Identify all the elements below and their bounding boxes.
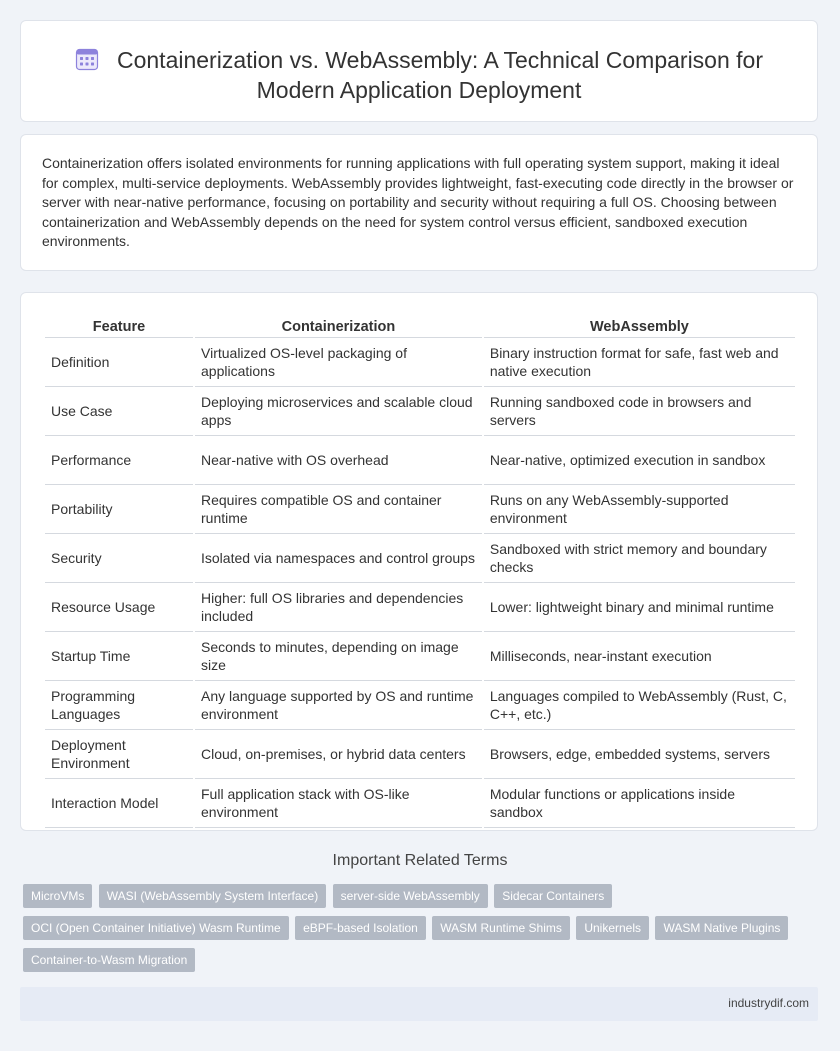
table-row xyxy=(45,681,795,730)
table-row xyxy=(45,534,795,583)
feature-cell: Portability xyxy=(45,485,193,534)
webassembly-cell: Lower: lightweight binary and minimal runtime xyxy=(484,583,795,632)
table-row xyxy=(45,730,795,779)
webassembly-cell: Sandboxed with strict memory and boundary checks xyxy=(484,534,795,583)
related-term-tag[interactable]: WASM Runtime Shims xyxy=(432,916,570,940)
table-header-row xyxy=(45,315,795,338)
feature-cell: Performance xyxy=(45,436,193,485)
containerization-cell: Isolated via namespaces and control groups xyxy=(195,534,482,583)
related-terms-tags xyxy=(23,884,813,980)
table-row xyxy=(45,387,795,436)
feature-cell: Interaction Model xyxy=(45,779,193,828)
page-title: Containerization vs. WebAssembly: A Technical Comparison for Modern Application Deployment xyxy=(116,47,763,103)
feature-cell: Programming Languages xyxy=(45,681,193,730)
webassembly-cell: Binary instruction format for safe, fast web and native execution xyxy=(484,338,795,387)
containerization-cell: Deploying microservices and scalable cloud apps xyxy=(195,387,482,436)
table-row xyxy=(45,632,795,681)
feature-cell: Definition xyxy=(45,338,193,387)
intro-card xyxy=(20,134,818,271)
feature-cell: Deployment Environment xyxy=(45,730,193,779)
containerization-cell: Requires compatible OS and container runtime xyxy=(195,485,482,534)
page-title-wrap xyxy=(21,45,817,105)
header-containerization: Containerization xyxy=(195,315,482,338)
webassembly-cell: Runs on any WebAssembly-supported environment xyxy=(484,485,795,534)
webassembly-cell: Running sandboxed code in browsers and servers xyxy=(484,387,795,436)
header-feature: Feature xyxy=(45,315,193,338)
related-term-tag[interactable]: eBPF-based Isolation xyxy=(295,916,426,940)
webassembly-cell: Modular functions or applications inside sandbox xyxy=(484,779,795,828)
comparison-table xyxy=(43,315,797,828)
related-term-tag[interactable]: MicroVMs xyxy=(23,884,92,908)
related-term-tag[interactable]: WASI (WebAssembly System Interface) xyxy=(99,884,326,908)
table-row xyxy=(45,485,795,534)
table-row xyxy=(45,436,795,485)
containerization-cell: Cloud, on-premises, or hybrid data centers xyxy=(195,730,482,779)
containerization-cell: Near-native with OS overhead xyxy=(195,436,482,485)
header-webassembly: WebAssembly xyxy=(484,315,795,338)
related-term-tag[interactable]: OCI (Open Container Initiative) Wasm Runtime xyxy=(23,916,289,940)
title-card xyxy=(20,20,818,122)
table-row xyxy=(45,779,795,828)
related-term-tag[interactable]: server-side WebAssembly xyxy=(333,884,488,908)
footer-site-link[interactable]: industrydif.com xyxy=(728,996,809,1010)
table-row xyxy=(45,338,795,387)
related-term-tag[interactable]: Unikernels xyxy=(576,916,649,940)
related-term-tag[interactable]: Sidecar Containers xyxy=(494,884,612,908)
containerization-cell: Full application stack with OS-like environment xyxy=(195,779,482,828)
intro-paragraph: Containerization offers isolated environments for running applications with full operating system support, making it ideal for complex, multi-service deployments. WebAssembly provides lightweight, fast-executing code directly in the browser or server with near-native performance, focusing on portability and security without requiring a full OS. Choosing between containerization and WebAssembly depends on the need for system control versus efficient, sandboxed execution environments. xyxy=(42,155,794,249)
containerization-cell: Higher: full OS libraries and dependencies included xyxy=(195,583,482,632)
webassembly-cell: Languages compiled to WebAssembly (Rust, C, C++, etc.) xyxy=(484,681,795,730)
footer-bar xyxy=(20,987,818,1021)
related-term-tag[interactable]: Container-to-Wasm Migration xyxy=(23,948,195,972)
table-row xyxy=(45,583,795,632)
containerization-cell: Any language supported by OS and runtime environment xyxy=(195,681,482,730)
feature-cell: Resource Usage xyxy=(45,583,193,632)
containerization-cell: Seconds to minutes, depending on image size xyxy=(195,632,482,681)
related-terms-heading: Important Related Terms xyxy=(332,852,508,869)
webassembly-cell: Milliseconds, near-instant execution xyxy=(484,632,795,681)
feature-cell: Startup Time xyxy=(45,632,193,681)
feature-cell: Use Case xyxy=(45,387,193,436)
containerization-cell: Virtualized OS-level packaging of applications xyxy=(195,338,482,387)
calendar-grid-icon xyxy=(75,47,99,71)
webassembly-cell: Browsers, edge, embedded systems, servers xyxy=(484,730,795,779)
related-term-tag[interactable]: WASM Native Plugins xyxy=(655,916,788,940)
webassembly-cell: Near-native, optimized execution in sandbox xyxy=(484,436,795,485)
comparison-table-card xyxy=(20,292,818,831)
feature-cell: Security xyxy=(45,534,193,583)
